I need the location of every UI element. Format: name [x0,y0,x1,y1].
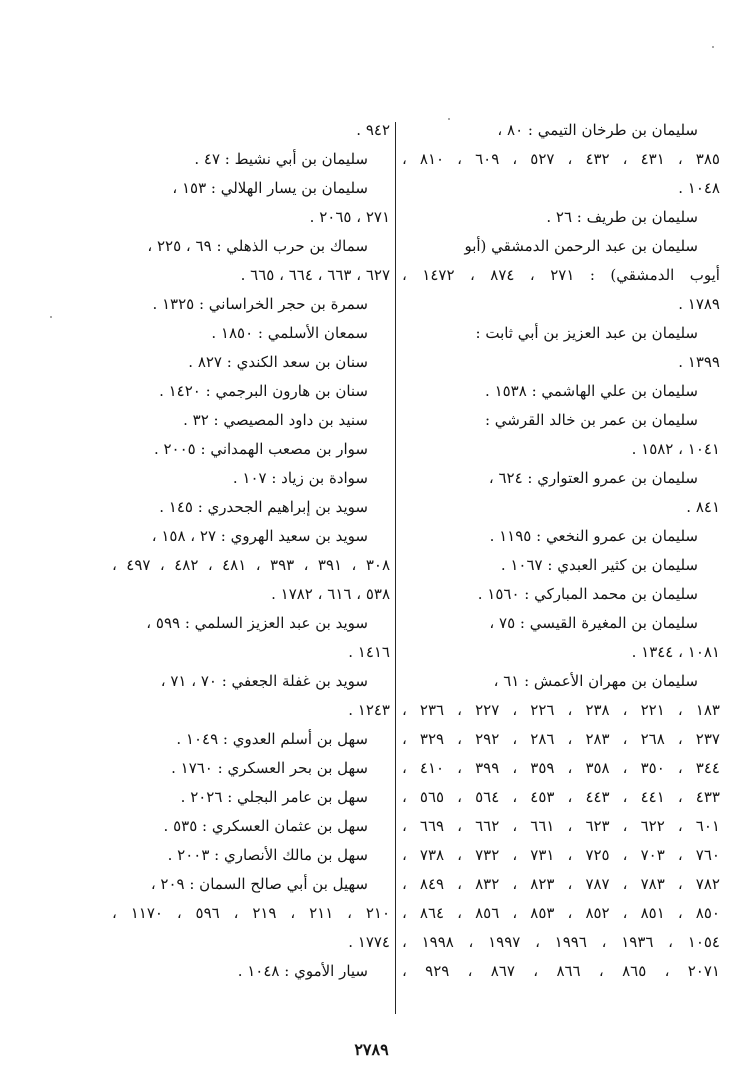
index-entry: سوادة بن زياد : ١٠٧ . [232,469,368,487]
index-entry: سهيل بن أبي صالح السمان : ٢٠٩ ، [150,875,368,893]
scan-speck [50,316,52,318]
index-entry: سهل بن عثمان العسكري : ٥٣٥ . [163,817,368,835]
index-entry: سليمان بن مهران الأعمش : ٦١ ، [493,672,698,690]
index-entry: سهل بن مالك الأنصاري : ٢٠٠٣ . [167,846,368,864]
index-entry: سنان بن سعد الكندي : ٨٢٧ . [188,353,368,371]
index-entry-continuation: ٢٧١ ، ٢٠٦٥ . [309,208,390,226]
index-entry-continuation: ٣٨٥ ، ٤٣١ ، ٤٣٢ ، ٥٢٧ ، ٦٠٩ ، ٨١٠ ، [402,150,720,168]
index-entry-continuation: ١٠٤٨ . [678,179,720,197]
index-entry-continuation: ١٠٥٤ ، ١٩٣٦ ، ١٩٩٦ ، ١٩٩٧ ، ١٩٩٨ ، [402,933,720,951]
index-entry: سليمان بن عمر بن خالد القرشي : [484,411,698,429]
index-entry: سليمان بن عبد العزيز بن أبي ثابت : [475,324,698,342]
index-entry: سليمان بن عبد الرحمن الدمشقي (أبو [464,237,698,255]
scan-speck [448,118,450,120]
index-entry-continuation: ١٠٨١ ، ١٣٤٤ . [631,643,720,661]
index-entry-continuation: ٧٨٢ ، ٧٨٣ ، ٧٨٧ ، ٨٢٣ ، ٨٣٢ ، ٨٤٩ ، [402,875,720,893]
index-entry: سليمان بن طريف : ٢٦ . [546,208,698,226]
index-entry: سهل بن أسلم العدوي : ١٠٤٩ . [176,730,368,748]
index-entry: سليمان بن علي الهاشمي : ١٥٣٨ . [485,382,698,400]
index-entry: سليمان بن طرخان التيمي : ٨٠ ، [497,121,698,139]
index-entry-continuation: ١٢٤٣ . [348,701,390,719]
index-entry-continuation: ٩٤٢ . [356,121,390,139]
index-entry-continuation: ٢٣٧ ، ٢٦٨ ، ٢٨٣ ، ٢٨٦ ، ٢٩٢ ، ٣٢٩ ، [402,730,720,748]
index-entry-continuation: ٨٥٠ ، ٨٥١ ، ٨٥٢ ، ٨٥٣ ، ٨٥٦ ، ٨٦٤ ، [402,904,720,922]
index-entry: سويد بن إبراهيم الجحدري : ١٤٥ . [159,498,368,516]
index-entry-continuation: ٢٠٧١ ، ٨٦٥ ، ٨٦٦ ، ٨٦٧ ، ٩٢٩ ، [402,962,720,980]
index-entry: سماك بن حرب الذهلي : ٦٩ ، ٢٢٥ ، [147,237,368,255]
index-entry: سويد بن سعيد الهروي : ٢٧ ، ١٥٨ ، [151,527,368,545]
index-entry-continuation: ٧٦٠ ، ٧٠٣ ، ٧٢٥ ، ٧٣١ ، ٧٣٢ ، ٧٣٨ ، [402,846,720,864]
index-entry: سهل بن عامر البجلي : ٢٠٢٦ . [180,788,368,806]
index-entry: سنان بن هارون البرجمي : ١٤٢٠ . [159,382,368,400]
index-entry-continuation: ٦٢٧ ، ٦٦٣ ، ٦٦٤ ، ٦٦٥ . [240,266,390,284]
index-entry-continuation: ٣٠٨ ، ٣٩١ ، ٣٩٣ ، ٤٨١ ، ٤٨٢ ، ٤٩٧ ، [112,556,390,574]
index-entry: سيار الأموي : ١٠٤٨ . [237,962,368,980]
index-entry: سنيد بن داود المصيصي : ٣٢ . [183,411,368,429]
index-entry-continuation: ٦٠١ ، ٦٢٢ ، ٦٢٣ ، ٦٦١ ، ٦٦٢ ، ٦٦٩ ، [402,817,720,835]
index-entry: سمرة بن حجر الخراساني : ١٣٢٥ . [152,295,368,313]
index-entry: سوار بن مصعب الهمداني : ٢٠٠٥ . [153,440,368,458]
index-entry: سويد بن عبد العزيز السلمي : ٥٩٩ ، [146,614,368,632]
index-entry: سليمان بن يسار الهلالي : ١٥٣ ، [172,179,368,197]
scan-speck [712,46,714,48]
index-entry: سويد بن غفلة الجعفي : ٧٠ ، ٧١ ، [160,672,368,690]
index-entry: سمعان الأسلمي : ١٨٥٠ . [211,324,368,342]
index-entry-continuation: ٣٤٤ ، ٣٥٠ ، ٣٥٨ ، ٣٥٩ ، ٣٩٩ ، ٤١٠ ، [402,759,720,777]
page-number: ٢٧٨٩ [354,1040,389,1059]
index-entry-continuation: ١٣٩٩ . [678,353,720,371]
index-entry-continuation: ١٨٣ ، ٢٢١ ، ٢٣٨ ، ٢٢٦ ، ٢٢٧ ، ٢٣٦ ، [402,701,720,719]
index-entry-continuation: ١٧٧٤ . [348,933,390,951]
column-divider [395,122,396,1014]
index-entry-continuation: ١٧٨٩ . [678,295,720,313]
index-entry: سليمان بن المغيرة القيسي : ٧٥ ، [489,614,698,632]
index-column-right [402,116,720,986]
index-entry: سليمان بن كثير العبدي : ١٠٦٧ . [500,556,698,574]
index-entry: سليمان بن محمد المباركي : ١٥٦٠ . [477,585,698,603]
index-column-left [112,116,390,986]
index-entry: سهل بن بحر العسكري : ١٧٦٠ . [171,759,368,777]
index-entry: سليمان بن عمرو النخعي : ١١٩٥ . [489,527,698,545]
index-entry-continuation: ٨٤١ . [686,498,720,516]
index-entry-continuation: ٥٣٨ ، ٦١٦ ، ١٧٨٢ . [271,585,390,603]
index-entry-continuation: ٢١٠ ، ٢١١ ، ٢١٩ ، ٥٩٦ ، ١١٧٠ ، [112,904,390,922]
index-entry-continuation: ١٠٤١ ، ١٥٨٢ . [631,440,720,458]
index-entry-continuation: ٤٣٣ ، ٤٤١ ، ٤٤٣ ، ٤٥٣ ، ٥٦٤ ، ٥٦٥ ، [402,788,720,806]
index-entry-continuation: ١٤١٦ . [348,643,390,661]
index-entry-continuation: أيوب الدمشقي) : ٢٧١ ، ٨٧٤ ، ١٤٧٢ ، [402,266,720,284]
index-entry: سليمان بن أبي نشيط : ٤٧ . [194,150,368,168]
index-entry: سليمان بن عمرو العتواري : ٦٢٤ ، [488,469,698,487]
